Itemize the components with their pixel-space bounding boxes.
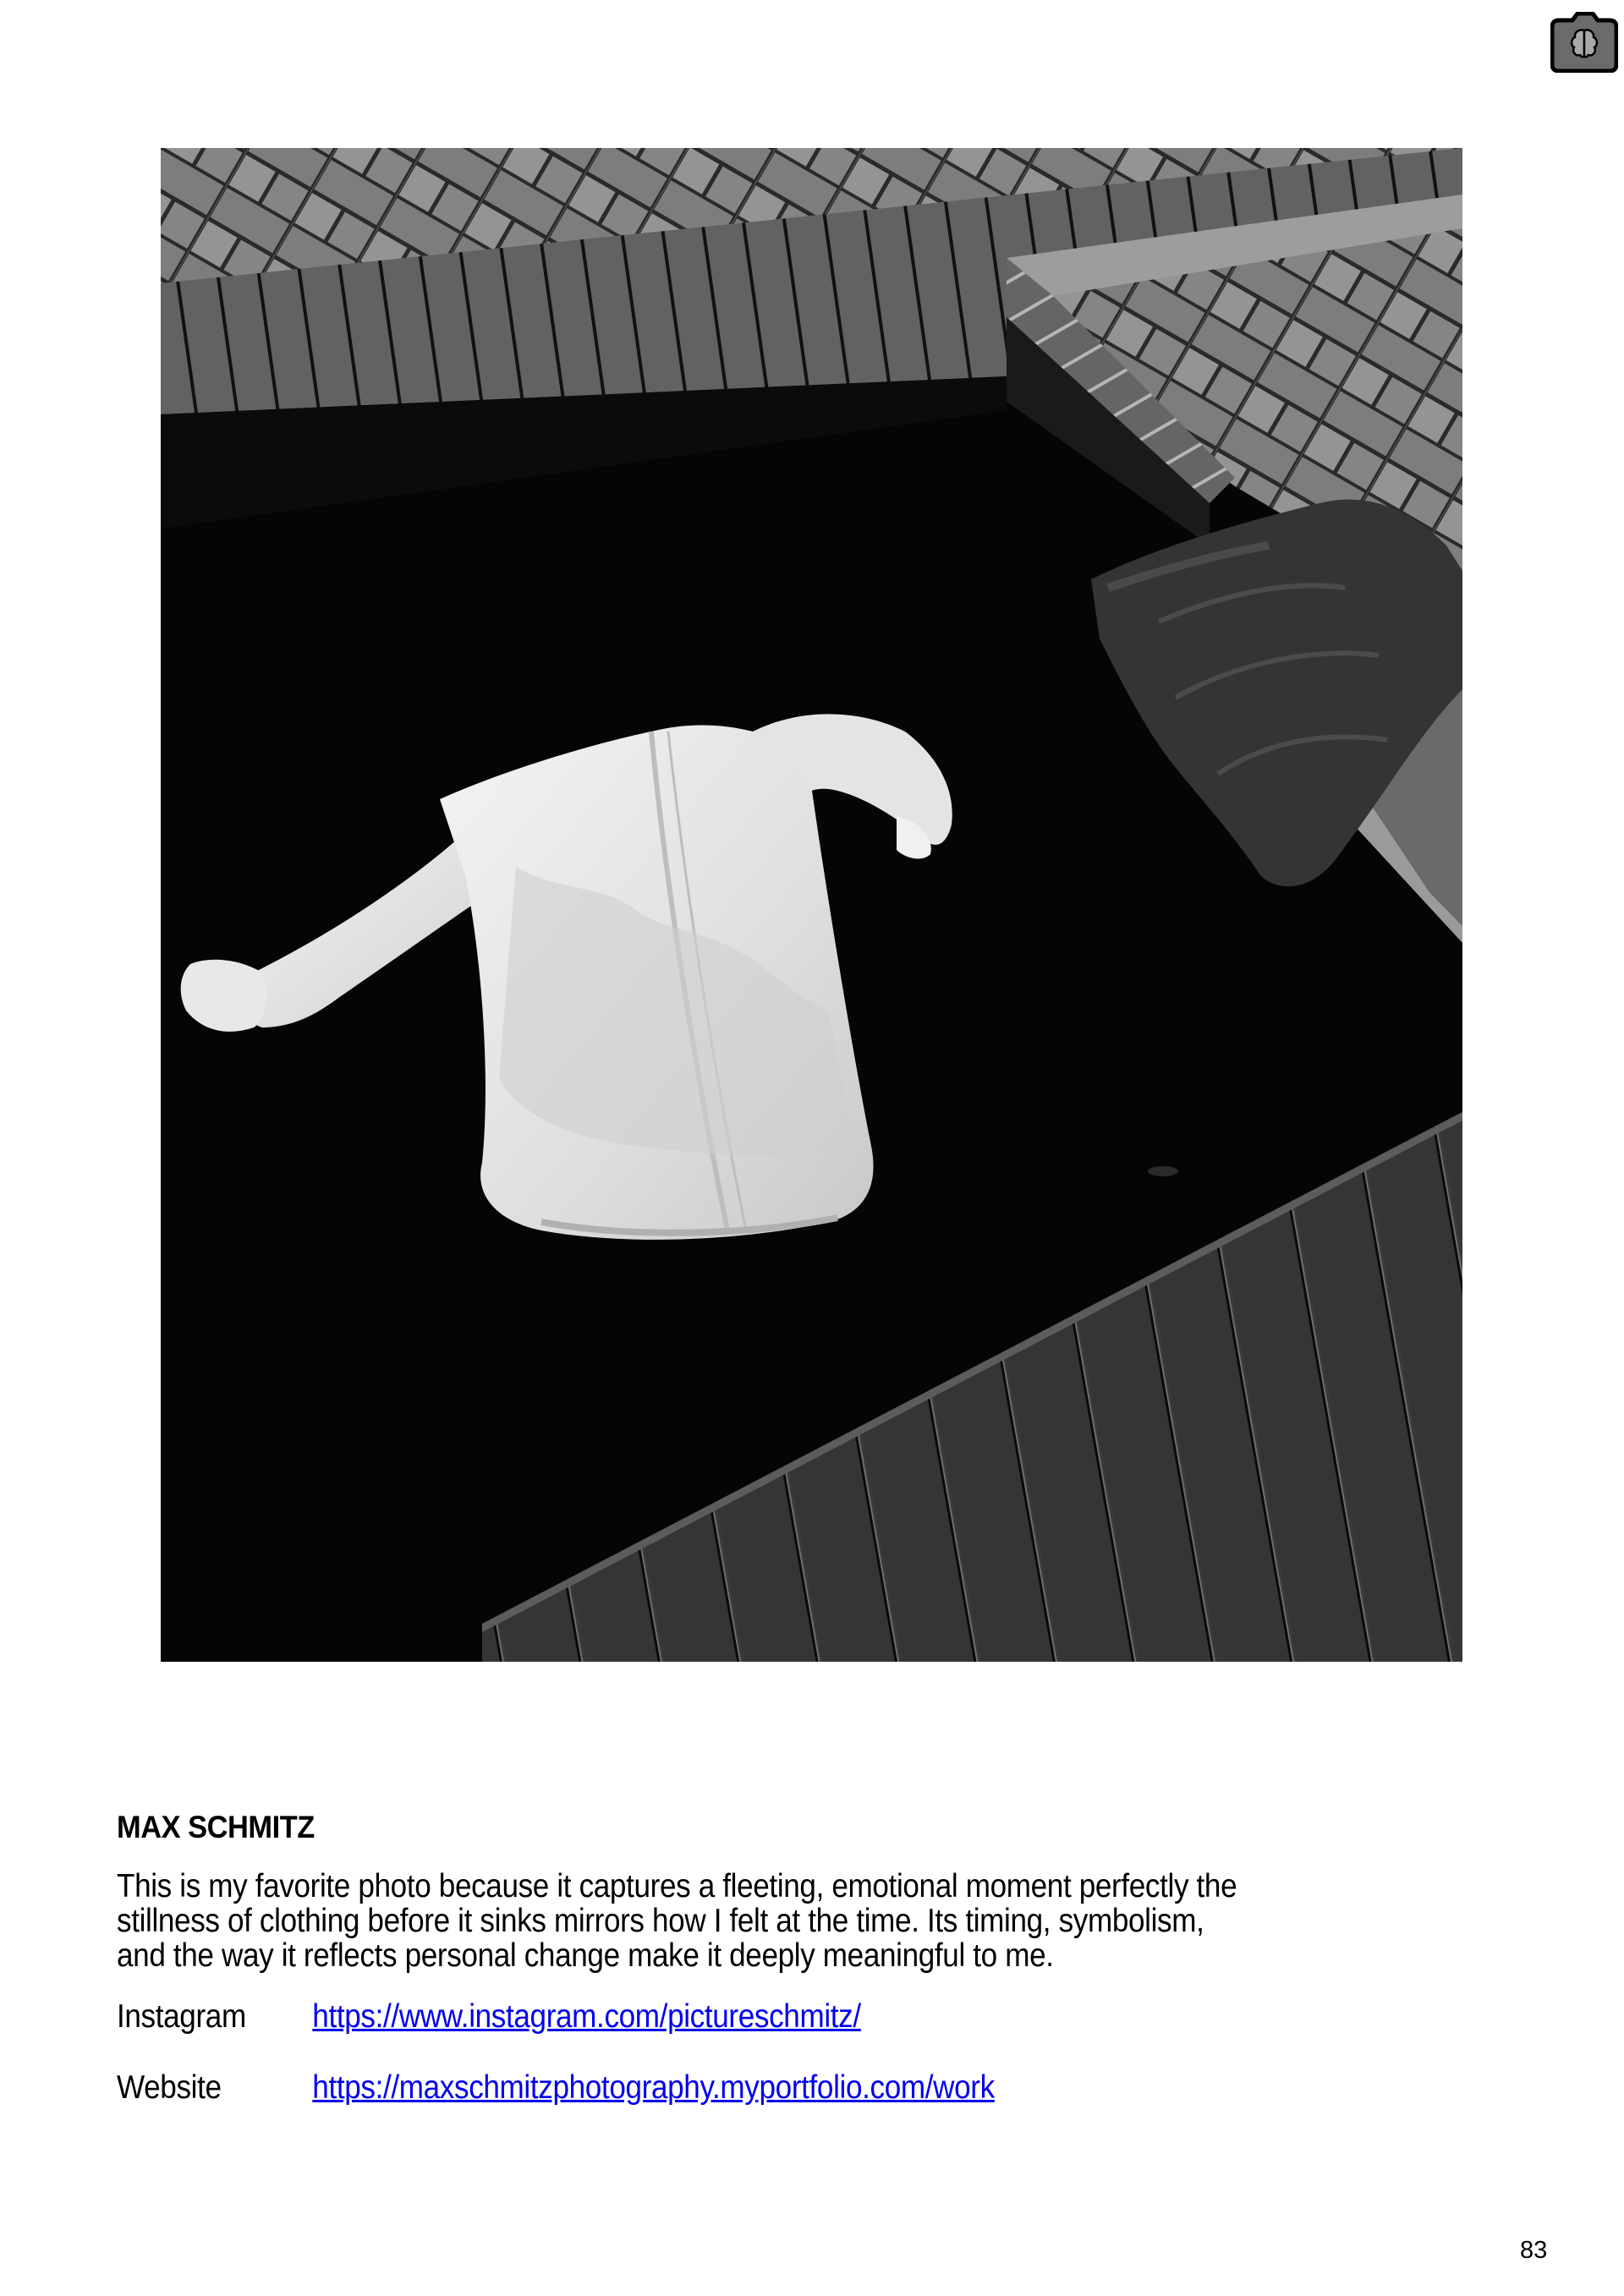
description-line: and the way it reflects personal change make it deeply meaningful to me. <box>117 1937 1054 1974</box>
page-number: 83 <box>1520 2237 1548 2264</box>
instagram-row <box>117 1998 1380 2069</box>
camera-brain-icon <box>1550 12 1618 73</box>
instagram-label: Instagram <box>117 1998 246 2035</box>
website-label: Website <box>117 2069 222 2106</box>
website-link[interactable]: https://maxschmitzphotography.myportfolio.com/work <box>312 2069 995 2106</box>
description-line: stillness of clothing before it sinks mirrors how I felt at the time. Its timing, symbolism, <box>117 1903 1204 1939</box>
social-links <box>117 1998 1521 2140</box>
photo-description <box>117 1869 1533 1973</box>
instagram-link[interactable]: https://www.instagram.com/pictureschmitz/ <box>312 1998 861 2035</box>
featured-photo <box>161 148 1462 1662</box>
description-line: This is my favorite photo because it captures a fleeting, emotional moment perfectly the <box>117 1868 1237 1904</box>
photographer-caption <box>117 1810 1521 2140</box>
photographer-name: MAX SCHMITZ <box>117 1810 315 1844</box>
website-row <box>117 2069 1380 2140</box>
